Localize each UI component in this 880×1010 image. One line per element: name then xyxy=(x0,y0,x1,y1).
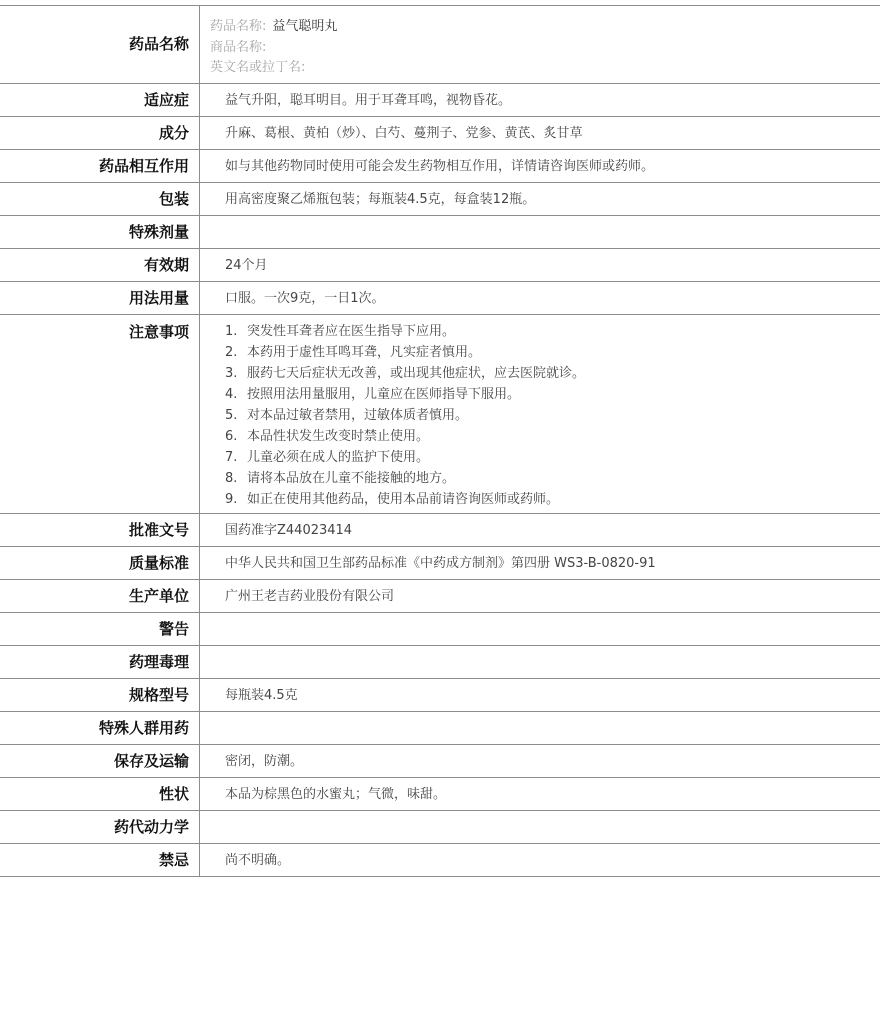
value-ingredients: 升麻、葛根、黄柏（炒）、白芍、蔓荆子、党参、黄芪、炙甘草 xyxy=(225,126,583,141)
precaution-number: 3. xyxy=(225,366,238,381)
label-usage: 用法用量 xyxy=(0,282,200,314)
label-contraindications: 禁忌 xyxy=(0,844,200,876)
value-shelf-life: 24个月 xyxy=(225,258,268,273)
value-quality-standard: 中华人民共和国卫生部药品标准《中药成方制剂》第四册 WS3-B-0820-91 xyxy=(225,556,656,571)
row-usage xyxy=(0,282,880,315)
generic-name-key: 药品名称: xyxy=(210,19,267,34)
precaution-item xyxy=(225,468,880,489)
value-precautions xyxy=(200,315,880,513)
value-usage: 口服。一次9克，一日1次。 xyxy=(225,291,385,306)
label-toxicology: 药理毒理 xyxy=(0,646,200,678)
row-quality-standard xyxy=(0,547,880,580)
row-precautions xyxy=(0,315,880,514)
precaution-number: 2. xyxy=(225,345,238,360)
precaution-item xyxy=(225,426,880,447)
precaution-item xyxy=(225,447,880,468)
label-manufacturer: 生产单位 xyxy=(0,580,200,612)
row-manufacturer xyxy=(0,580,880,613)
label-drug-name: 药品名称 xyxy=(0,6,200,83)
value-interactions: 如与其他药物同时使用可能会发生药物相互作用，详情请咨询医师或药师。 xyxy=(225,159,655,174)
precaution-number: 9. xyxy=(225,492,238,507)
precaution-text: 对本品过敏者禁用，过敏体质者慎用。 xyxy=(247,408,469,423)
value-warning xyxy=(200,613,880,645)
english-name-key: 英文名或拉丁名: xyxy=(210,60,306,75)
drug-info-table xyxy=(0,5,880,877)
precaution-text: 本品性状发生改变时禁止使用。 xyxy=(247,429,430,444)
precaution-item xyxy=(225,405,880,426)
value-toxicology xyxy=(200,646,880,678)
precaution-text: 本药用于虚性耳鸣耳聋，凡实症者慎用。 xyxy=(247,345,482,360)
row-pharmacokinetics xyxy=(0,811,880,844)
english-name-line xyxy=(210,58,880,79)
value-drug-name xyxy=(200,6,880,83)
precaution-item xyxy=(225,489,880,510)
generic-name-line xyxy=(210,17,880,38)
row-toxicology xyxy=(0,646,880,679)
label-ingredients: 成分 xyxy=(0,117,200,149)
precaution-text: 按照用法用量服用，儿童应在医师指导下服用。 xyxy=(247,387,521,402)
value-manufacturer: 广州王老吉药业股份有限公司 xyxy=(225,589,395,604)
value-special-dosage xyxy=(200,216,880,248)
trade-name-line xyxy=(210,38,880,59)
row-contraindications xyxy=(0,844,880,877)
precaution-number: 8. xyxy=(225,471,238,486)
label-pharmacokinetics: 药代动力学 xyxy=(0,811,200,843)
row-drug-name xyxy=(0,6,880,84)
label-special-population: 特殊人群用药 xyxy=(0,712,200,744)
value-specification: 每瓶装4.5克 xyxy=(225,688,298,703)
generic-name-value: 益气聪明丸 xyxy=(272,19,338,34)
precaution-text: 请将本品放在儿童不能接触的地方。 xyxy=(247,471,456,486)
label-shelf-life: 有效期 xyxy=(0,249,200,281)
value-indications: 益气升阳，聪耳明目。用于耳聋耳鸣，视物昏花。 xyxy=(225,93,512,108)
label-special-dosage: 特殊剂量 xyxy=(0,216,200,248)
row-specification xyxy=(0,679,880,712)
row-description xyxy=(0,778,880,811)
label-interactions: 药品相互作用 xyxy=(0,150,200,182)
label-description: 性状 xyxy=(0,778,200,810)
value-packaging: 用高密度聚乙烯瓶包装；每瓶装4.5克，每盒装12瓶。 xyxy=(225,192,536,207)
label-storage: 保存及运输 xyxy=(0,745,200,777)
row-ingredients xyxy=(0,117,880,150)
value-pharmacokinetics xyxy=(200,811,880,843)
row-indications xyxy=(0,84,880,117)
label-quality-standard: 质量标准 xyxy=(0,547,200,579)
row-shelf-life xyxy=(0,249,880,282)
value-storage: 密闭，防潮。 xyxy=(225,754,304,769)
label-indications: 适应症 xyxy=(0,84,200,116)
row-packaging xyxy=(0,183,880,216)
precaution-number: 4. xyxy=(225,387,238,402)
precaution-number: 7. xyxy=(225,450,238,465)
row-approval-number xyxy=(0,514,880,547)
value-description: 本品为棕黑色的水蜜丸；气微，味甜。 xyxy=(225,787,447,802)
precaution-text: 如正在使用其他药品，使用本品前请咨询医师或药师。 xyxy=(247,492,560,507)
label-warning: 警告 xyxy=(0,613,200,645)
row-special-population xyxy=(0,712,880,745)
precaution-number: 6. xyxy=(225,429,238,444)
precaution-number: 5. xyxy=(225,408,238,423)
precaution-item xyxy=(225,363,880,384)
label-approval-number: 批准文号 xyxy=(0,514,200,546)
label-specification: 规格型号 xyxy=(0,679,200,711)
row-special-dosage xyxy=(0,216,880,249)
label-precautions: 注意事项 xyxy=(0,315,200,513)
row-storage xyxy=(0,745,880,778)
trade-name-key: 商品名称: xyxy=(210,39,267,55)
precaution-text: 突发性耳聋者应在医生指导下应用。 xyxy=(247,324,456,339)
precaution-text: 服药七天后症状无改善，或出现其他症状，应去医院就诊。 xyxy=(247,366,586,381)
label-packaging: 包装 xyxy=(0,183,200,215)
precaution-item xyxy=(225,384,880,405)
precaution-text: 儿童必须在成人的监护下使用。 xyxy=(247,450,430,465)
value-contraindications: 尚不明确。 xyxy=(225,853,291,868)
precaution-item xyxy=(225,321,880,342)
value-special-population xyxy=(200,712,880,744)
precaution-item xyxy=(225,342,880,363)
precaution-number: 1. xyxy=(225,324,238,339)
value-approval-number: 国药准字Z44023414 xyxy=(225,523,353,538)
row-interactions xyxy=(0,150,880,183)
row-warning xyxy=(0,613,880,646)
